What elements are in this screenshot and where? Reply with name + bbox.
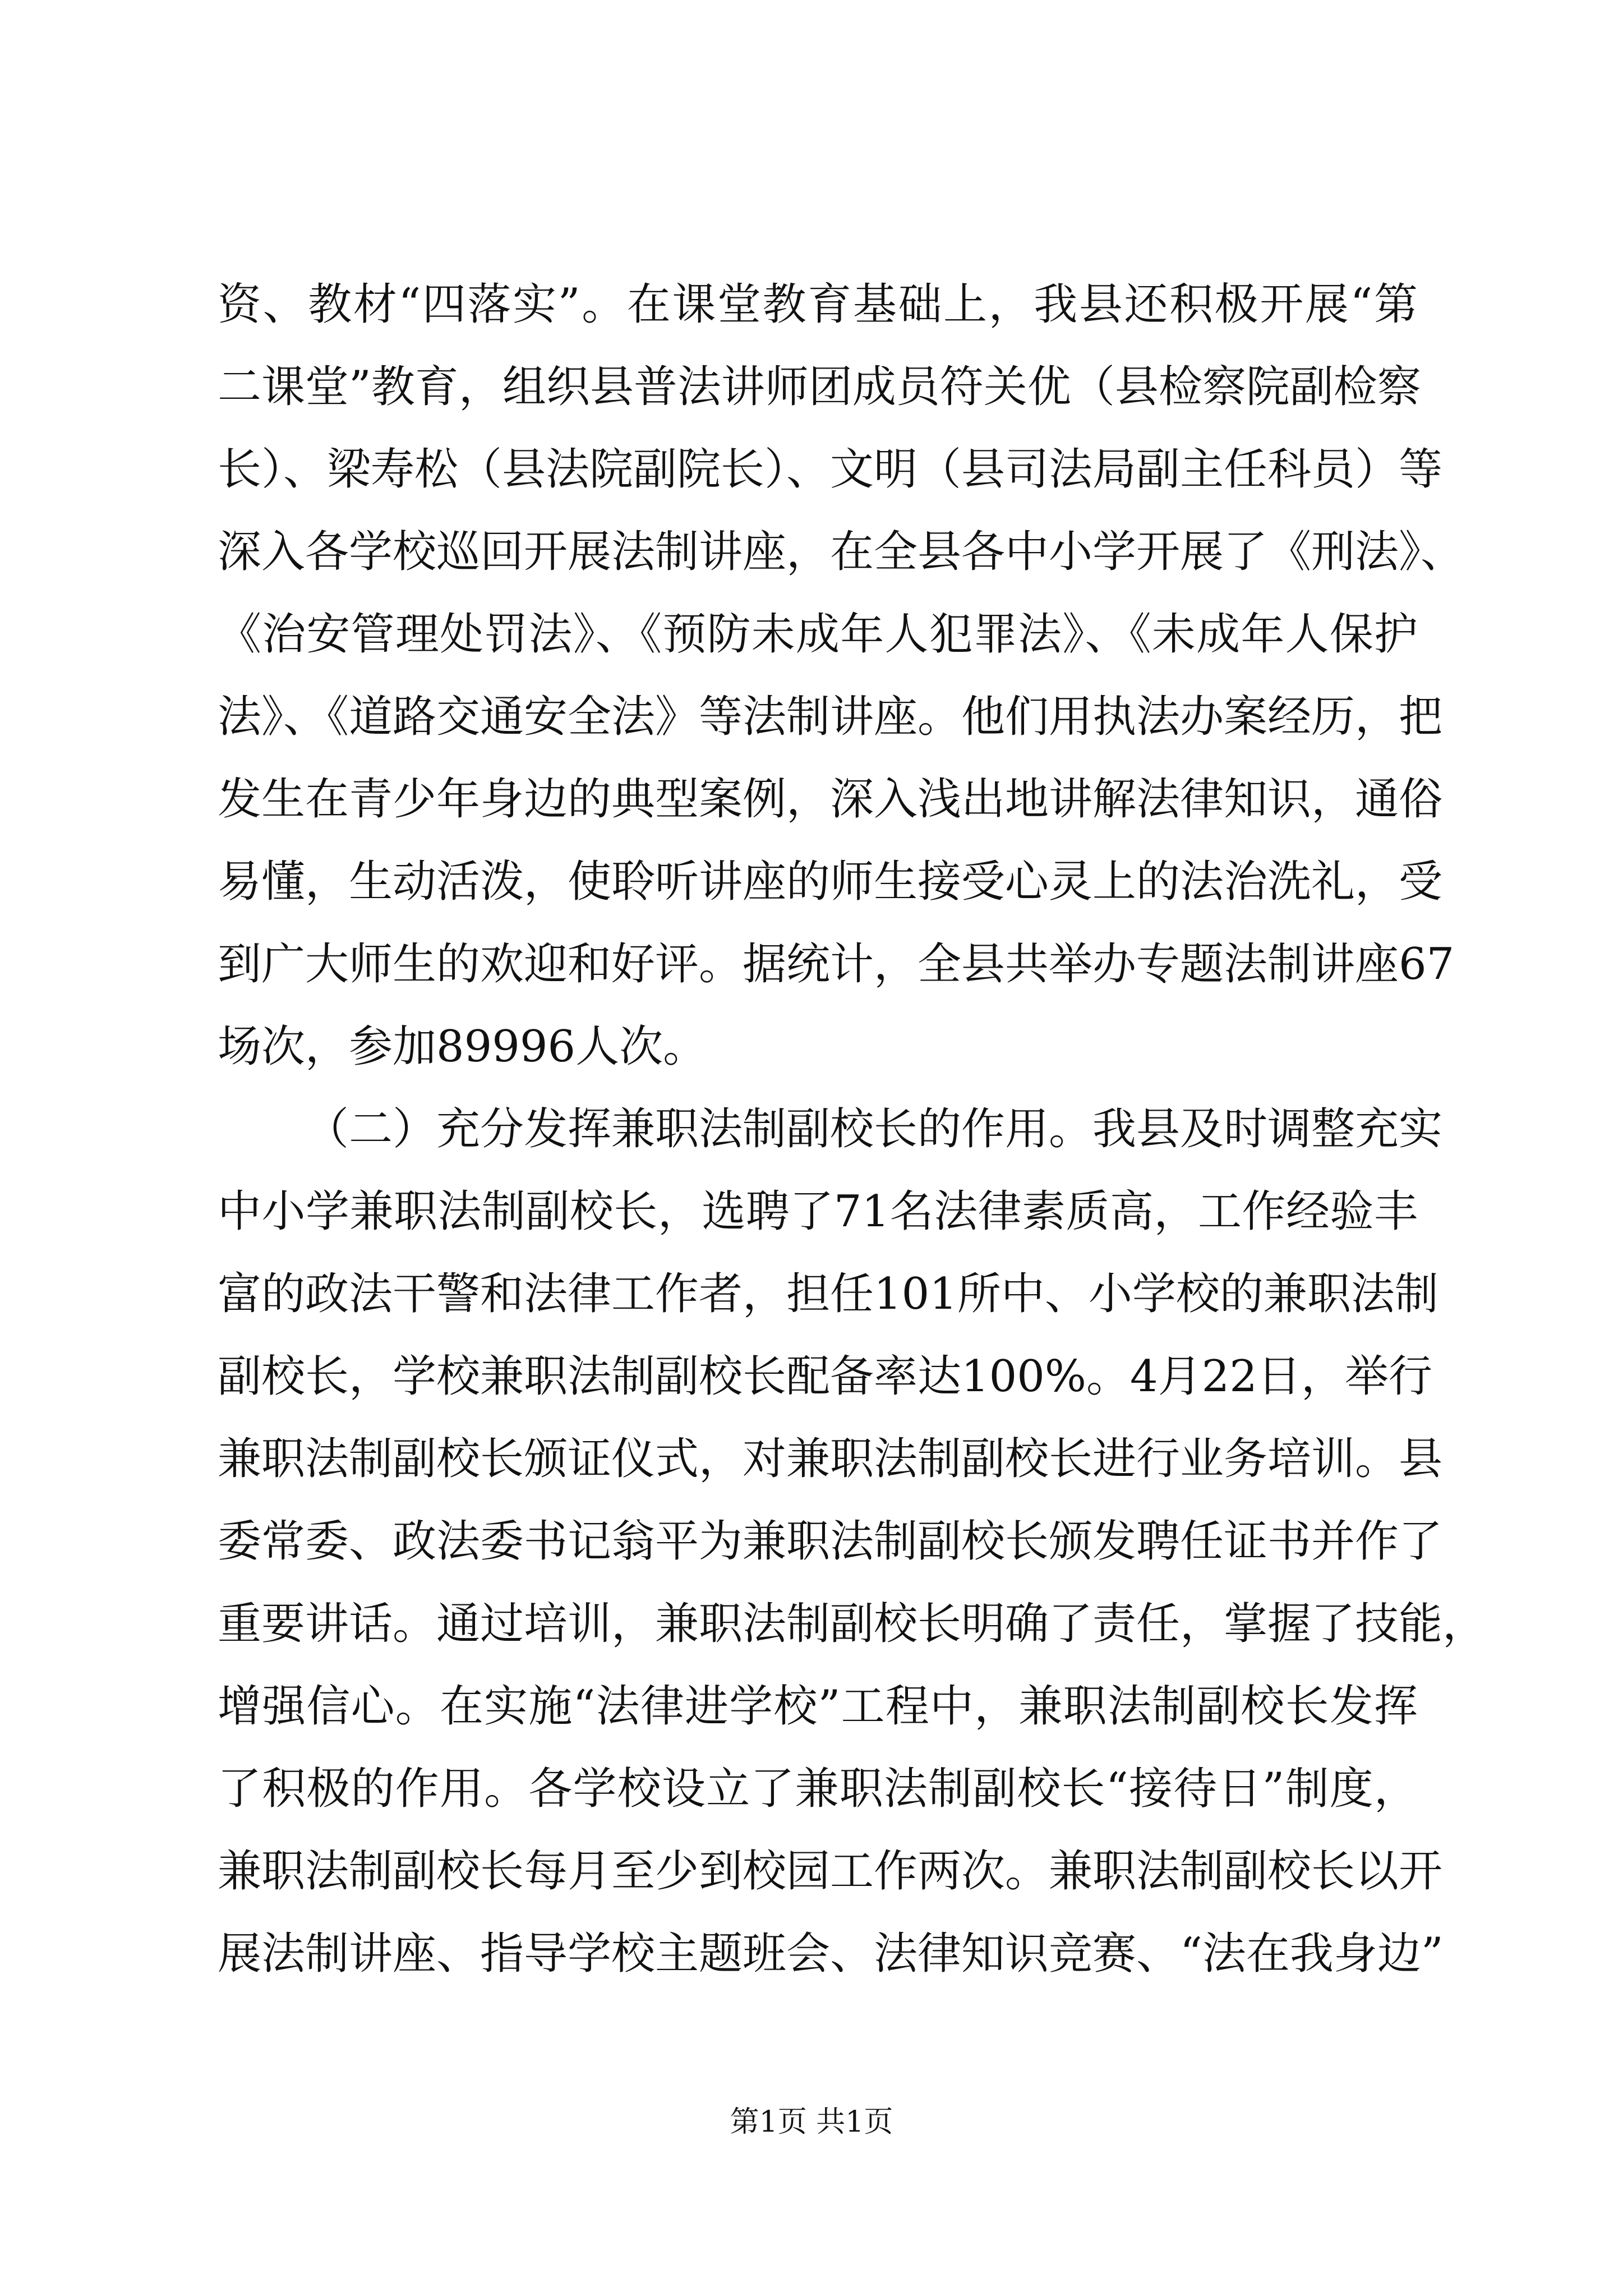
text-line: 了积极的作用。各学校设立了兼职法制副校长“接待日”制度，: [218, 1764, 1418, 1814]
text-line: 展法制讲座、指导学校主题班会、法律知识竞赛、“法在我身边”: [218, 1929, 1444, 1979]
text-line: 到广大师生的欢迎和好评。据统计，全县共举办专题法制讲座67: [218, 939, 1455, 990]
text-line: 场次，参加89996人次。: [218, 1022, 707, 1072]
section-heading-line: （二）充分发挥兼职法制副校长的作用。我县及时调整充实: [305, 1104, 1443, 1154]
text-line: 中小学兼职法制副校长，选聘了71名法律素质高，工作经验丰: [218, 1186, 1418, 1237]
text-line: 重要讲话。通过培训，兼职法制副校长明确了责任，掌握了技能，: [218, 1599, 1487, 1649]
text-line: 《治安管理处罚法》、《预防未成年人犯罪法》、《未成年人保护: [218, 609, 1418, 660]
text-line: 兼职法制副校长每月至少到校园工作两次。兼职法制副校长以开: [218, 1846, 1443, 1897]
text-line: 兼职法制副校长颁证仪式，对兼职法制副校长进行业务培训。县: [218, 1434, 1443, 1484]
text-line: 法》、《道路交通安全法》等法制讲座。他们用执法办案经历，把: [218, 692, 1443, 742]
text-line: 发生在青少年身边的典型案例，深入浅出地讲解法律知识，通俗: [218, 774, 1443, 825]
text-line: 长）、梁寿松（县法院副院长）、文明（县司法局副主任科员）等: [218, 444, 1443, 495]
text-line: 深入各学校巡回开展法制讲座，在全县各中小学开展了《刑法》、: [218, 527, 1465, 577]
text-line: 易懂，生动活泼，使聆听讲座的师生接受心灵上的法治洗礼，受: [218, 857, 1443, 907]
text-line: 增强信心。在实施“法律进学校”工程中，兼职法制副校长发挥: [218, 1681, 1418, 1732]
text-line: 资、教材“四落实”。在课堂教育基础上，我县还积极开展“第: [218, 279, 1418, 330]
text-line: 委常委、政法委书记翁平为兼职法制副校长颁发聘任证书并作了: [218, 1516, 1443, 1567]
body-text: [218, 264, 1487, 1995]
text-line: 富的政法干警和法律工作者，担任101所中、小学校的兼职法制: [218, 1269, 1438, 1319]
text-line: 副校长，学校兼职法制副校长配备率达100%。4月22日，举行: [218, 1351, 1432, 1402]
text-line: 二课堂”教育，组织县普法讲师团成员符关优（县检察院副检察: [218, 362, 1421, 412]
page-footer: 第1页 共1页: [730, 2105, 893, 2139]
